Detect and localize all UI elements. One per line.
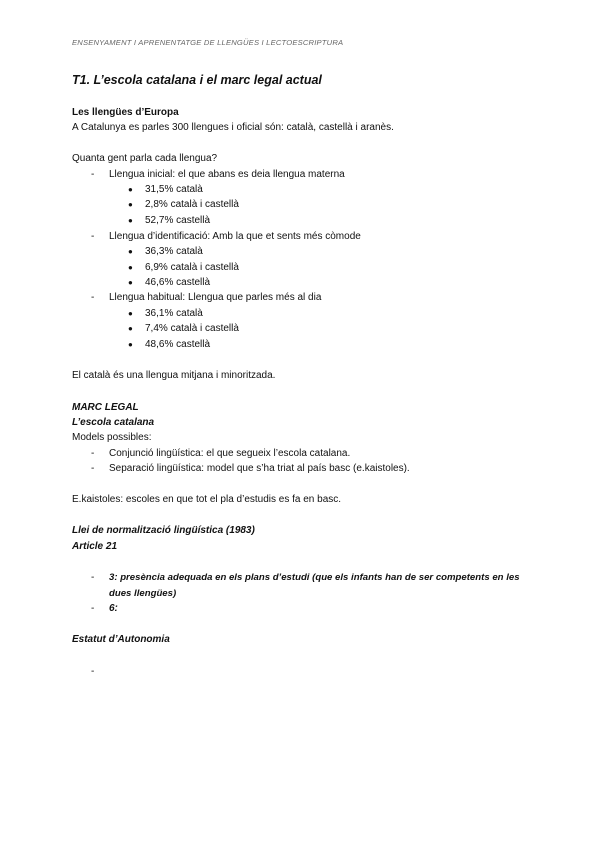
list-item: 52,7% castellà — [145, 215, 211, 226]
model-item: Conjunció lingüística: el que segueix l’escola catalana. — [109, 448, 351, 459]
list-dash: - — [91, 292, 95, 303]
conclusion-text: El català és una llengua mitjana i minoritzada. — [72, 370, 276, 381]
list-dash: - — [91, 169, 95, 180]
list-dash: - — [91, 448, 95, 459]
document-title: T1. L’escola catalana i el marc legal actual — [72, 73, 322, 87]
list-dash: - — [91, 231, 95, 242]
models-label: Models possibles: — [72, 432, 152, 443]
list-dash: - — [91, 463, 95, 474]
running-header: ENSENYAMENT I APRENENTATGE DE LLENGÜES I LECTOESCRIPTURA — [72, 38, 344, 47]
list-item: 36,3% català — [145, 246, 203, 257]
bullet-icon: ● — [128, 263, 133, 272]
bullet-icon: ● — [128, 247, 133, 256]
article-item: 6: — [109, 603, 118, 614]
marc-legal-heading: MARC LEGAL — [72, 402, 139, 413]
estatut-heading: Estatut d’Autonomia — [72, 634, 170, 645]
model-item: Separació lingüística: model que s’ha triat al país basc (e.kaistoles). — [109, 463, 410, 474]
escola-catalana-subheading: L’escola catalana — [72, 417, 155, 428]
list-item: 7,4% català i castellà — [145, 323, 239, 334]
list-item: 36,1% català — [145, 308, 203, 319]
list-dash: - — [91, 666, 95, 677]
bullet-icon: ● — [128, 309, 133, 318]
group-label-habitual: Llengua habitual: Llengua que parles més al dia — [109, 292, 322, 303]
bullet-icon: ● — [128, 216, 133, 225]
list-item: 48,6% castellà — [145, 339, 211, 350]
group-label-identificacio: Llengua d’identificació: Amb la que et sents més còmode — [109, 231, 361, 242]
list-dash: - — [91, 603, 95, 614]
bullet-icon: ● — [128, 324, 133, 333]
question-text: Quanta gent parla cada llengua? — [72, 153, 218, 164]
kaistoles-note: E.kaistoles: escoles en que tot el pla d’estudis es fa en basc. — [72, 494, 342, 505]
bullet-icon: ● — [128, 278, 133, 287]
list-dash: - — [91, 572, 95, 583]
bullet-icon: ● — [128, 185, 133, 194]
list-item: 2,8% català i castellà — [145, 199, 239, 210]
section-heading-europa: Les llengües d’Europa — [72, 107, 179, 118]
intro-text: A Catalunya es parles 300 llengues i oficial són: català, castellà i aranès. — [72, 122, 394, 133]
article-item-continuation: dues llengües) — [109, 588, 177, 599]
article-heading: Article 21 — [72, 541, 118, 552]
llei-heading: Llei de normalització lingüística (1983) — [72, 525, 255, 536]
article-item: 3: presència adequada en els plans d’estudi (que els infants han de ser competents en les — [109, 572, 520, 583]
group-label-inicial: Llengua inicial: el que abans es deia llengua materna — [109, 169, 345, 180]
bullet-icon: ● — [128, 340, 133, 349]
list-item: 46,6% castellà — [145, 277, 211, 288]
list-item: 31,5% català — [145, 184, 203, 195]
bullet-icon: ● — [128, 200, 133, 209]
list-item: 6,9% català i castellà — [145, 262, 239, 273]
